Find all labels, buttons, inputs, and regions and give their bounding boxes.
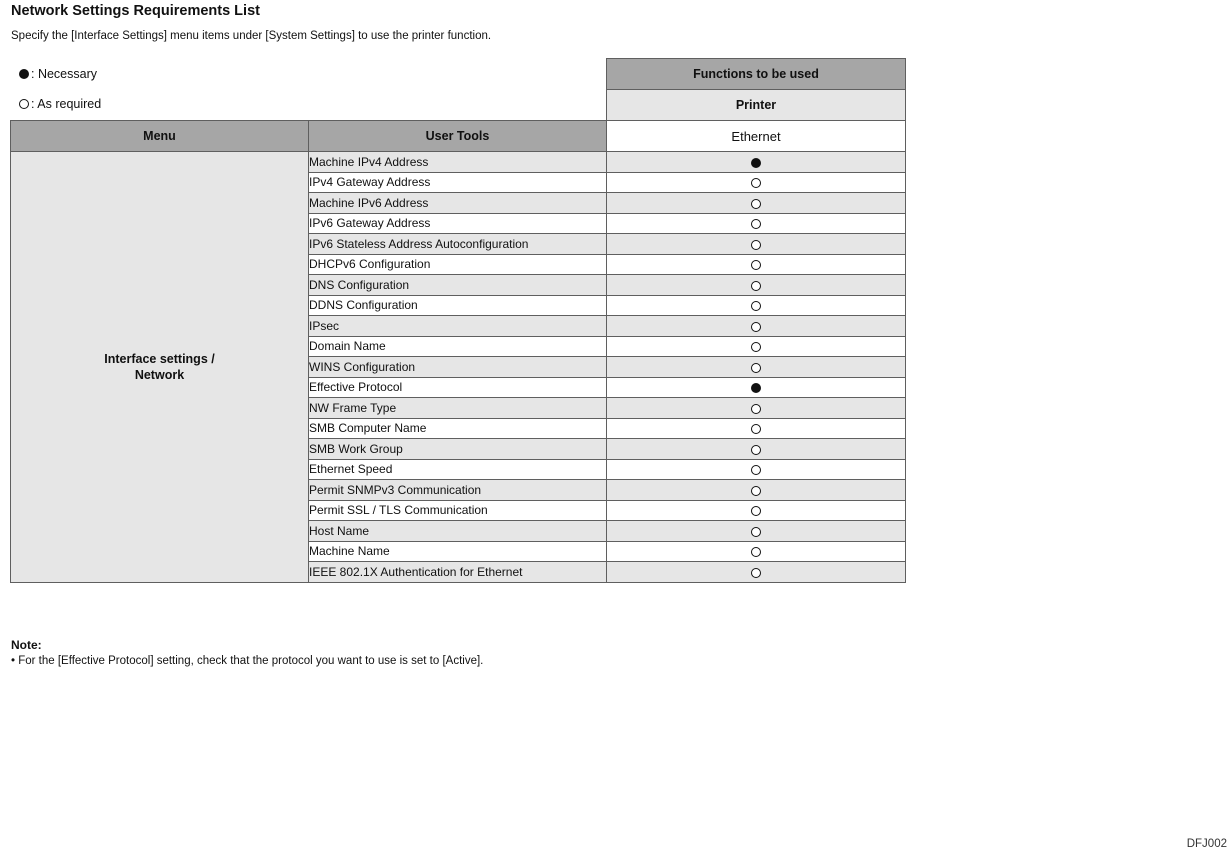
hollow-circle-icon (751, 322, 761, 332)
document-code: DFJ002 (1186, 838, 1227, 850)
menu-line-2: Network (134, 367, 185, 382)
hollow-circle-icon (751, 445, 761, 455)
user-tool-item: IPsec (309, 316, 607, 337)
user-tool-item: DNS Configuration (309, 275, 607, 296)
requirement-mark-cell (607, 500, 906, 521)
hollow-circle-icon (751, 506, 761, 516)
user-tool-item: Machine Name (309, 541, 607, 562)
requirement-mark-cell (607, 316, 906, 337)
table-row (11, 152, 906, 173)
user-tool-item: SMB Computer Name (309, 418, 607, 439)
menu-line-1: Interface settings / (104, 351, 215, 366)
requirement-mark-cell (607, 398, 906, 419)
note-title: Note: (11, 638, 42, 652)
hollow-circle-icon (751, 260, 761, 270)
legend-as-required-label: : As required (31, 97, 102, 111)
hollow-circle-icon (751, 342, 761, 352)
requirement-mark-cell (607, 254, 906, 275)
user-tool-item: Permit SSL / TLS Communication (309, 500, 607, 521)
requirement-mark-cell (607, 152, 906, 173)
user-tool-item: SMB Work Group (309, 439, 607, 460)
user-tool-item: IEEE 802.1X Authentication for Ethernet (309, 562, 607, 583)
hollow-circle-icon (751, 486, 761, 496)
hollow-circle-icon (751, 547, 761, 557)
user-tool-item: IPv6 Stateless Address Autoconfiguration (309, 234, 607, 255)
requirement-mark-cell (607, 541, 906, 562)
user-tool-item: DDNS Configuration (309, 295, 607, 316)
menu-cell (11, 152, 309, 583)
user-tool-item: NW Frame Type (309, 398, 607, 419)
requirement-mark-cell (607, 295, 906, 316)
hollow-circle-icon (751, 178, 761, 188)
user-tool-item: Ethernet Speed (309, 459, 607, 480)
hollow-circle-icon (751, 465, 761, 475)
hollow-circle-icon (751, 199, 761, 209)
requirement-mark-cell (607, 521, 906, 542)
user-tool-item: Host Name (309, 521, 607, 542)
requirement-mark-cell (607, 439, 906, 460)
user-tool-item: Machine IPv6 Address (309, 193, 607, 214)
requirement-mark-cell (607, 377, 906, 398)
filled-circle-icon (751, 383, 761, 393)
legend-necessary-label: : Necessary (31, 67, 97, 81)
user-tool-item: Effective Protocol (309, 377, 607, 398)
requirement-mark-cell (607, 234, 906, 255)
hollow-circle-icon (751, 240, 761, 250)
hollow-circle-icon (751, 527, 761, 537)
requirement-mark-cell (607, 172, 906, 193)
requirement-mark-cell (607, 357, 906, 378)
functions-header: Functions to be used (607, 59, 906, 90)
user-tool-item: IPv4 Gateway Address (309, 172, 607, 193)
user-tool-item: Domain Name (309, 336, 607, 357)
user-tool-item: IPv6 Gateway Address (309, 213, 607, 234)
requirement-mark-cell (607, 418, 906, 439)
filled-circle-icon (751, 158, 761, 168)
hollow-circle-icon (751, 219, 761, 229)
user-tool-item: WINS Configuration (309, 357, 607, 378)
requirement-mark-cell (607, 193, 906, 214)
hollow-circle-icon (751, 404, 761, 414)
requirement-mark-cell (607, 336, 906, 357)
user-tools-header: User Tools (309, 121, 607, 152)
user-tool-item: Machine IPv4 Address (309, 152, 607, 173)
menu-header: Menu (11, 121, 309, 152)
hollow-circle-icon (751, 301, 761, 311)
requirement-mark-cell (607, 459, 906, 480)
requirement-mark-cell (607, 480, 906, 501)
user-tool-item: Permit SNMPv3 Communication (309, 480, 607, 501)
requirement-mark-cell (607, 275, 906, 296)
hollow-circle-icon (751, 568, 761, 578)
page-subtitle: Specify the [Interface Settings] menu items under [System Settings] to use the printer function. (11, 30, 492, 42)
requirements-table (10, 58, 906, 583)
ethernet-header: Ethernet (607, 121, 906, 152)
requirement-mark-cell (607, 213, 906, 234)
requirement-mark-cell (607, 562, 906, 583)
note-text: • For the [Effective Protocol] setting, check that the protocol you want to use is set to [Active]. (11, 655, 484, 667)
page-title: Network Settings Requirements List (11, 3, 260, 19)
hollow-circle-icon (751, 424, 761, 434)
user-tool-item: DHCPv6 Configuration (309, 254, 607, 275)
printer-header: Printer (607, 90, 906, 121)
hollow-circle-icon (751, 281, 761, 291)
hollow-circle-icon (751, 363, 761, 373)
